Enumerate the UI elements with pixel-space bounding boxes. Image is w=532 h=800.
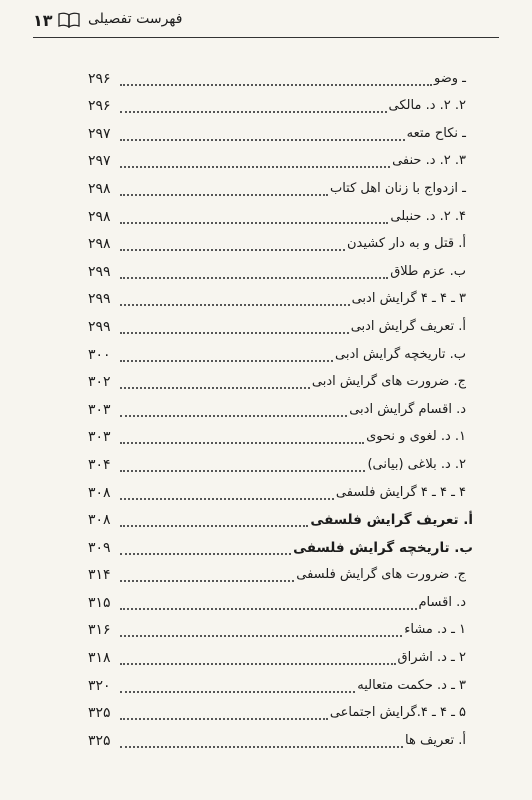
toc-entry (88, 199, 466, 227)
toc-page-number: ۳۱۴ (88, 567, 111, 584)
dot-leader (120, 290, 350, 306)
toc-entry-title: أ. قتل و به دار کشیدن (346, 236, 466, 252)
toc-entry (88, 365, 466, 393)
dot-leader (120, 456, 365, 472)
dot-leader (120, 566, 294, 582)
page-header (0, 0, 532, 42)
dot-leader (120, 401, 347, 417)
table-of-contents (88, 61, 473, 751)
toc-entry (88, 503, 473, 531)
toc-entry (88, 61, 466, 89)
book-icon (58, 12, 80, 28)
toc-entry-title: د. اقسام گرایش ادبی (349, 401, 466, 417)
toc-entry-title: ۴ ـ ۴ ـ ۴ گرایش فلسفی (335, 484, 466, 500)
toc-page-number: ۳۱۸ (88, 650, 111, 667)
dot-leader (120, 539, 291, 555)
toc-page-number: ۳۰۸ (88, 484, 111, 501)
toc-entry-title: ج. ضرورت های گرایش فلسفی (296, 567, 466, 583)
dot-leader (120, 594, 417, 610)
dot-leader (120, 484, 334, 500)
toc-page-number: ۲۹۸ (88, 236, 111, 253)
dot-leader (120, 125, 405, 141)
toc-entry-title: ۲. د. بلاغی (بیانی) (367, 456, 466, 472)
dot-leader (120, 428, 364, 444)
toc-page-number: ۳۲۵ (88, 705, 111, 722)
toc-entry-title: ۱. د. لغوی و نحوی (366, 429, 466, 445)
toc-entry (88, 309, 466, 337)
header-rule (33, 37, 499, 38)
toc-page-number: ۳۱۶ (88, 622, 111, 639)
toc-page-number: ۳۱۵ (88, 594, 111, 611)
toc-entry-title: ۲. ۲. د. مالکی (388, 98, 466, 114)
toc-entry-title: أ. تعریف ها (405, 732, 466, 748)
toc-entry (88, 696, 466, 724)
toc-entry-title: أ. تعریف گرایش ادبی (350, 318, 466, 334)
toc-entry-title: ۴. ۲. د. حنبلی (390, 208, 466, 224)
dot-leader (120, 152, 390, 168)
toc-page-number: ۳۲۵ (88, 732, 111, 749)
toc-page-number: ۳۰۴ (88, 456, 111, 473)
toc-entry (88, 613, 466, 641)
toc-page-number: ۲۹۷ (88, 153, 111, 170)
toc-entry-title: ۳. ۲. د. حنفی (392, 153, 466, 169)
toc-page-number: ۲۹۶ (88, 70, 111, 87)
toc-entry-title: د. اقسام (418, 594, 466, 610)
dot-leader (120, 677, 355, 693)
toc-page-number: ۳۲۰ (88, 677, 111, 694)
dot-leader (120, 208, 388, 224)
toc-page-number: ۲۹۹ (88, 318, 111, 335)
toc-entry (88, 530, 473, 558)
toc-entry (88, 640, 466, 668)
toc-entry (88, 558, 466, 586)
toc-page-number: ۳۰۳ (88, 401, 111, 418)
dot-leader (120, 97, 387, 113)
toc-entry-title: ب. تاریخچه گرایش ادبی (334, 346, 466, 362)
dot-leader (120, 180, 328, 196)
toc-entry (88, 144, 466, 172)
toc-entry-title: ۱ ـ د. مشاء (404, 622, 466, 638)
toc-page-number: ۲۹۹ (88, 263, 111, 280)
toc-page-number: ۳۰۸ (88, 512, 111, 529)
toc-entry-title: ب. تاریخچه گرایش فلسفی (293, 539, 473, 556)
toc-page-number: ۲۹۸ (88, 180, 111, 197)
toc-entry (88, 89, 466, 117)
dot-leader (120, 346, 333, 362)
toc-entry-title: ۳ ـ ۴ ـ ۴ گرایش ادبی (351, 291, 466, 307)
toc-entry (88, 668, 466, 696)
toc-page-number: ۲۹۸ (88, 208, 111, 225)
toc-entry (88, 585, 466, 613)
toc-entry (88, 171, 466, 199)
toc-entry (88, 420, 466, 448)
page-number: ۱۳ (33, 11, 53, 30)
toc-page-number: ۳۰۳ (88, 429, 111, 446)
dot-leader (120, 318, 349, 334)
toc-entry-title: ۲ ـ د. اشراق (397, 650, 466, 666)
toc-entry-title: ۳ ـ د. حکمت متعالیه (357, 677, 466, 693)
dot-leader (120, 70, 432, 86)
toc-page-number: ۲۹۹ (88, 291, 111, 308)
toc-entry (88, 116, 466, 144)
toc-entry (88, 254, 466, 282)
toc-entry-title: ب. عزم طلاق (390, 263, 466, 279)
dot-leader (120, 263, 388, 279)
toc-entry-title: ـ وضو (434, 70, 466, 86)
toc-entry (88, 282, 466, 310)
toc-entry-title: ـ ازدواج با زنان اهل کتاب (329, 180, 466, 196)
toc-entry (88, 337, 466, 365)
toc-entry (88, 227, 466, 255)
toc-entry-title: أ. تعریف گرایش فلسفی (310, 512, 473, 529)
toc-page-number: ۲۹۶ (88, 98, 111, 115)
dot-leader (120, 704, 328, 720)
dot-leader (120, 373, 310, 389)
toc-entry (88, 723, 466, 751)
toc-entry (88, 475, 466, 503)
dot-leader (120, 511, 308, 527)
dot-leader (120, 621, 402, 637)
dot-leader (120, 732, 403, 748)
toc-page-number: ۲۹۷ (88, 125, 111, 142)
toc-entry-title: ۵ ـ ۴ ـ ۴.گرایش اجتماعی (329, 705, 466, 721)
toc-entry (88, 392, 466, 420)
toc-page-number: ۳۰۹ (88, 539, 111, 556)
toc-entry-title: ج. ضرورت های گرایش ادبی (311, 374, 466, 390)
toc-page-number: ۳۰۰ (88, 346, 111, 363)
running-title: فهرست تفصیلی (88, 11, 183, 27)
toc-entry (88, 447, 466, 475)
toc-entry-title: ـ نکاح متعه (406, 125, 466, 141)
dot-leader (120, 235, 345, 251)
toc-page-number: ۳۰۲ (88, 374, 111, 391)
dot-leader (120, 649, 396, 665)
